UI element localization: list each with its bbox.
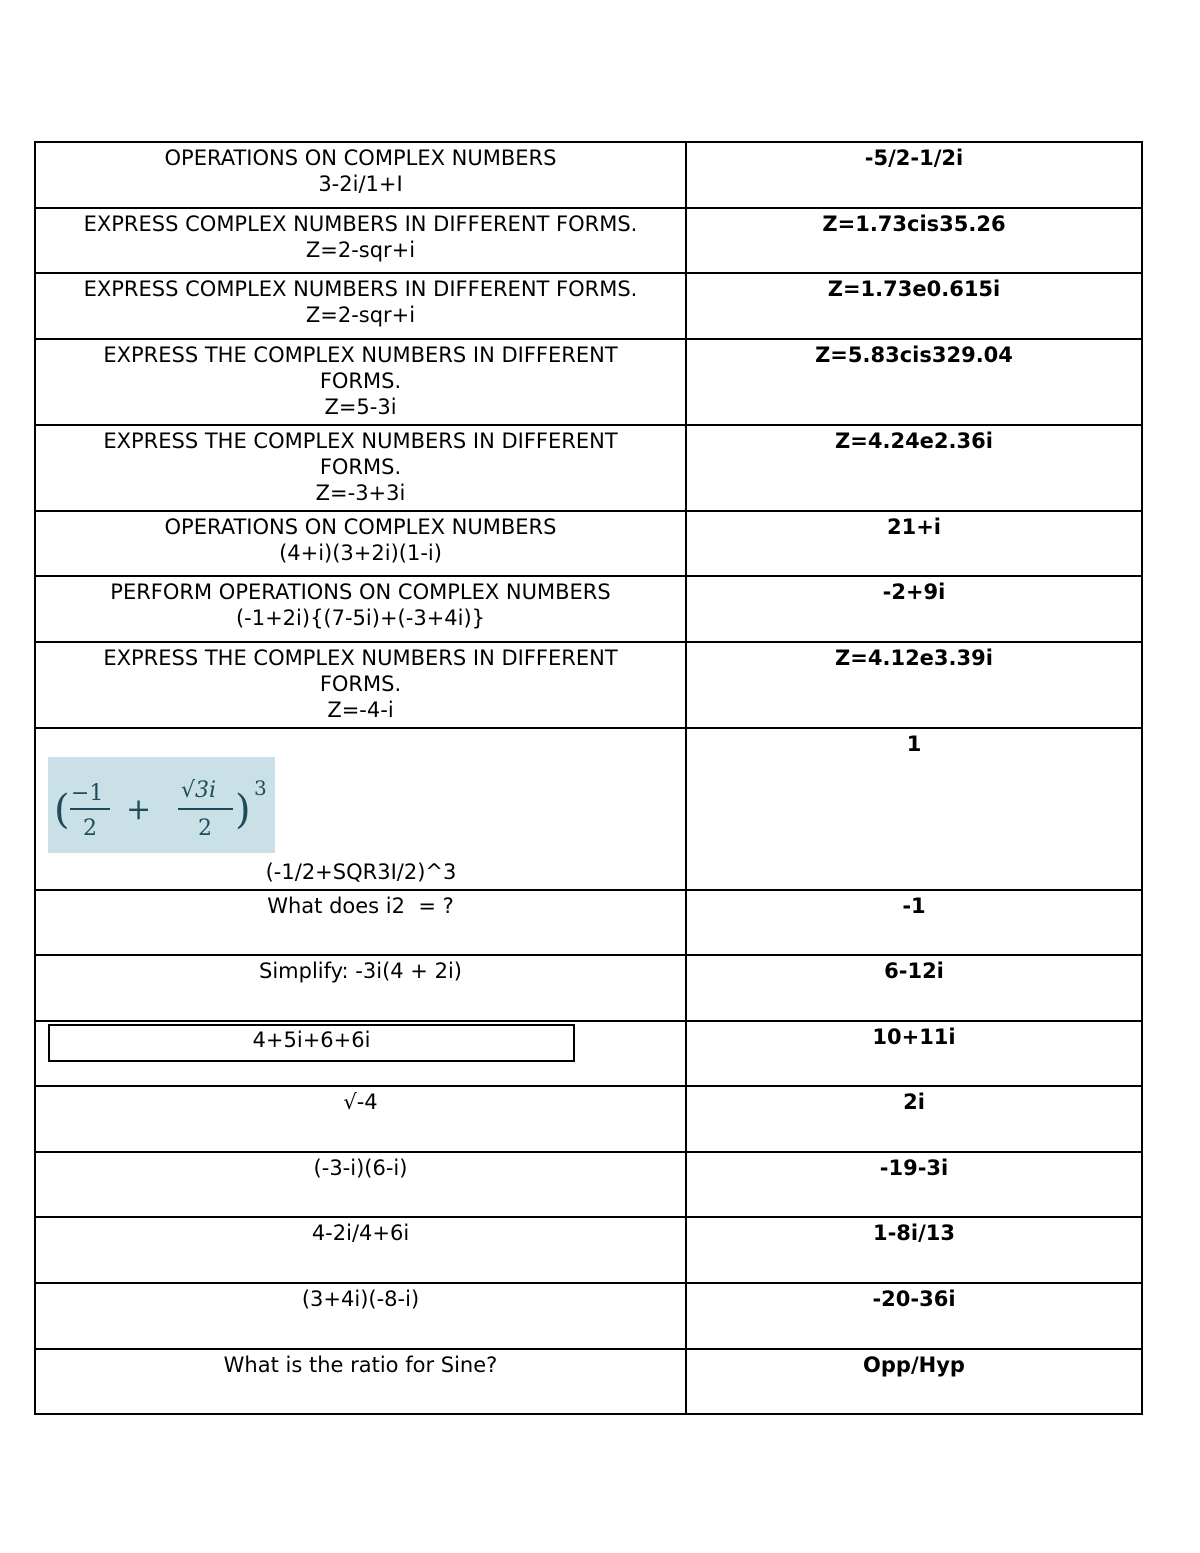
- question-expression: (-1+2i){(7-5i)+(-3+4i)}: [235, 606, 486, 630]
- table-row: [35, 1283, 1142, 1349]
- answer-cell: -2+9i: [686, 576, 1142, 642]
- question-heading: OPERATIONS ON COMPLEX NUMBERS: [164, 515, 557, 539]
- question-cell: √-4: [35, 1086, 686, 1152]
- table-row: [35, 1217, 1142, 1283]
- answer-cell: Z=1.73e0.615i: [686, 273, 1142, 339]
- question-expression: Z=2-sqr+i: [305, 238, 416, 262]
- answer-cell: -1: [686, 890, 1142, 955]
- answer-cell: Z=5.83cis329.04: [686, 339, 1142, 425]
- question-cell: [35, 425, 686, 511]
- question-cell: [35, 728, 686, 890]
- question-expression: Z=5-3i: [324, 395, 397, 419]
- answer-cell: 1: [686, 728, 1142, 890]
- answer-cell: -5/2-1/2i: [686, 142, 1142, 208]
- table-row: [35, 511, 1142, 576]
- question-expression: (-1/2+SQR3I/2)^3: [265, 860, 457, 884]
- question-expression: Z=-4-i: [327, 698, 394, 722]
- exponent: 3: [254, 776, 267, 800]
- question-heading: EXPRESS THE COMPLEX NUMBERS IN DIFFERENT FORMS.: [103, 343, 618, 393]
- question-cell: [35, 511, 686, 576]
- question-heading: PERFORM OPERATIONS ON COMPLEX NUMBERS: [110, 580, 611, 604]
- table-row: [35, 1021, 1142, 1086]
- formula-image: [48, 757, 275, 853]
- table-row: [35, 728, 1142, 890]
- question-cell: [35, 1021, 686, 1086]
- question-heading: OPERATIONS ON COMPLEX NUMBERS: [164, 146, 557, 170]
- answer-cell: 1-8i/13: [686, 1217, 1142, 1283]
- table-row: [35, 1152, 1142, 1217]
- answer-cell: 2i: [686, 1086, 1142, 1152]
- question-heading: EXPRESS THE COMPLEX NUMBERS IN DIFFERENT FORMS.: [103, 646, 618, 696]
- question-cell: (3+4i)(-8-i): [35, 1283, 686, 1349]
- answer-cell: Z=4.12e3.39i: [686, 642, 1142, 728]
- plus-sign: +: [126, 792, 152, 827]
- close-paren: ): [235, 787, 251, 833]
- qa-table: [34, 141, 1143, 1415]
- denominator-two: 2: [83, 816, 97, 841]
- question-heading: EXPRESS COMPLEX NUMBERS IN DIFFERENT FORMS.: [83, 277, 638, 301]
- table-row: [35, 955, 1142, 1021]
- table-row: [35, 339, 1142, 425]
- answer-cell: Z=4.24e2.36i: [686, 425, 1142, 511]
- question-expression: (4+i)(3+2i)(1-i): [279, 541, 442, 565]
- table-row: [35, 273, 1142, 339]
- table-row: [35, 642, 1142, 728]
- numerator-neg-one: −1: [71, 781, 104, 806]
- answer-cell: Z=1.73cis35.26: [686, 208, 1142, 273]
- numerator-sqrt3i: √3i: [181, 778, 217, 803]
- question-cell: [35, 642, 686, 728]
- table-row: [35, 1349, 1142, 1414]
- question-heading: EXPRESS COMPLEX NUMBERS IN DIFFERENT FORMS.: [83, 212, 638, 236]
- question-cell: [35, 208, 686, 273]
- open-paren: (: [54, 787, 70, 833]
- question-expression: Z=-3+3i: [315, 481, 406, 505]
- question-cell: Simplify: -3i(4 + 2i): [35, 955, 686, 1021]
- question-cell: [35, 273, 686, 339]
- denominator-two: 2: [198, 816, 212, 841]
- answer-cell: -19-3i: [686, 1152, 1142, 1217]
- question-cell: What is the ratio for Sine?: [35, 1349, 686, 1414]
- table-row: [35, 890, 1142, 955]
- question-heading: EXPRESS THE COMPLEX NUMBERS IN DIFFERENT FORMS.: [103, 429, 618, 479]
- answer-cell: -20-36i: [686, 1283, 1142, 1349]
- table-row: [35, 142, 1142, 208]
- table-row: [35, 208, 1142, 273]
- table-row: [35, 576, 1142, 642]
- question-cell: [35, 339, 686, 425]
- question-cell: (-3-i)(6-i): [35, 1152, 686, 1217]
- formula-graphic: [48, 757, 275, 853]
- table-row: [35, 425, 1142, 511]
- answer-cell: 21+i: [686, 511, 1142, 576]
- question-expression: 3-2i/1+I: [318, 172, 403, 196]
- question-cell: What does i2 = ?: [35, 890, 686, 955]
- table-row: [35, 1086, 1142, 1152]
- boxed-expression: 4+5i+6+6i: [48, 1024, 575, 1062]
- question-cell: [35, 576, 686, 642]
- question-cell: [35, 142, 686, 208]
- question-cell: 4-2i/4+6i: [35, 1217, 686, 1283]
- question-expression: Z=2-sqr+i: [305, 303, 416, 327]
- answer-cell: 6-12i: [686, 955, 1142, 1021]
- answer-cell: 10+11i: [686, 1021, 1142, 1086]
- answer-cell: Opp/Hyp: [686, 1349, 1142, 1414]
